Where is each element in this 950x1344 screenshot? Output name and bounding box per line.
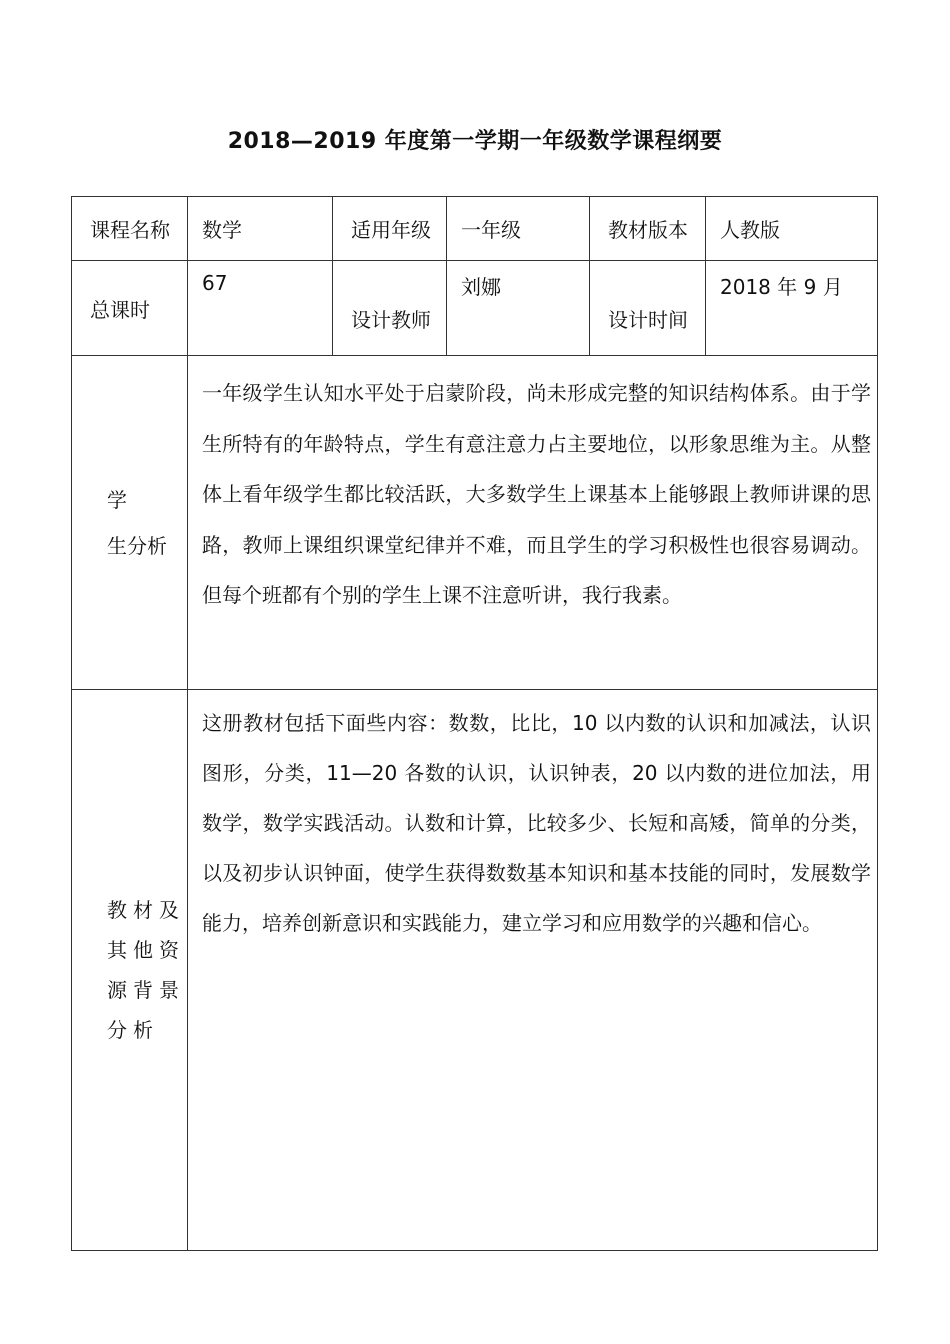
syllabus-table bbox=[71, 196, 878, 1251]
grade-label: 适用年级 bbox=[333, 197, 447, 261]
designer-value: 刘娜 bbox=[447, 261, 590, 356]
design-time-label: 设计时间 bbox=[590, 261, 706, 356]
materials-analysis-label-line: 其他资 bbox=[107, 938, 185, 962]
student-analysis-label-line: 生分析 bbox=[107, 533, 167, 558]
table-row bbox=[72, 690, 878, 1251]
edition-value: 人教版 bbox=[706, 197, 878, 261]
materials-analysis-text: 这册教材包括下面些内容：数数，比比，10 以内数的认识和加减法，认识图形，分类，11—20 各数的认识，认识钟表，20 以内数的进位加法，用数学，数学实践活动。认数和计算，比较多少、长短和高矮，简单的分类，以及初步认识钟面，使学生获得数数基本知识和基本技能的同时，发展数学能力，培养创新意识和实践能力，建立学习和应用数学的兴趣和信心。 bbox=[188, 690, 878, 1251]
designer-label: 设计教师 bbox=[333, 261, 447, 356]
materials-analysis-label bbox=[72, 690, 188, 1251]
materials-analysis-label-line: 源背景 bbox=[107, 978, 185, 1002]
course-name-value: 数学 bbox=[188, 197, 333, 261]
grade-value: 一年级 bbox=[447, 197, 590, 261]
total-hours-label: 总课时 bbox=[72, 261, 188, 356]
table-row bbox=[72, 261, 878, 356]
course-name-label: 课程名称 bbox=[72, 197, 188, 261]
student-analysis-label-line: 学 bbox=[107, 487, 127, 512]
student-analysis-text: 一年级学生认知水平处于启蒙阶段，尚未形成完整的知识结构体系。由于学生所特有的年龄特点，学生有意注意力占主要地位，以形象思维为主。从整体上看年级学生都比较活跃，大多数学生上课基本上能够跟上教师讲课的思路，教师上课组织课堂纪律并不难，而且学生的学习积极性也很容易调动。但每个班都有个别的学生上课不注意听讲，我行我素。 bbox=[188, 356, 878, 690]
table-row bbox=[72, 356, 878, 690]
table-row bbox=[72, 197, 878, 261]
total-hours-value: 67 bbox=[188, 261, 333, 356]
edition-label: 教材版本 bbox=[590, 197, 706, 261]
design-time-value: 2018 年 9 月 bbox=[706, 261, 878, 356]
materials-analysis-label-line: 分析 bbox=[107, 1018, 159, 1042]
student-analysis-label bbox=[72, 356, 188, 690]
materials-analysis-label-line: 教材及 bbox=[107, 898, 185, 922]
page-title: 2018—2019 年度第一学期一年级数学课程纲要 bbox=[227, 129, 723, 154]
